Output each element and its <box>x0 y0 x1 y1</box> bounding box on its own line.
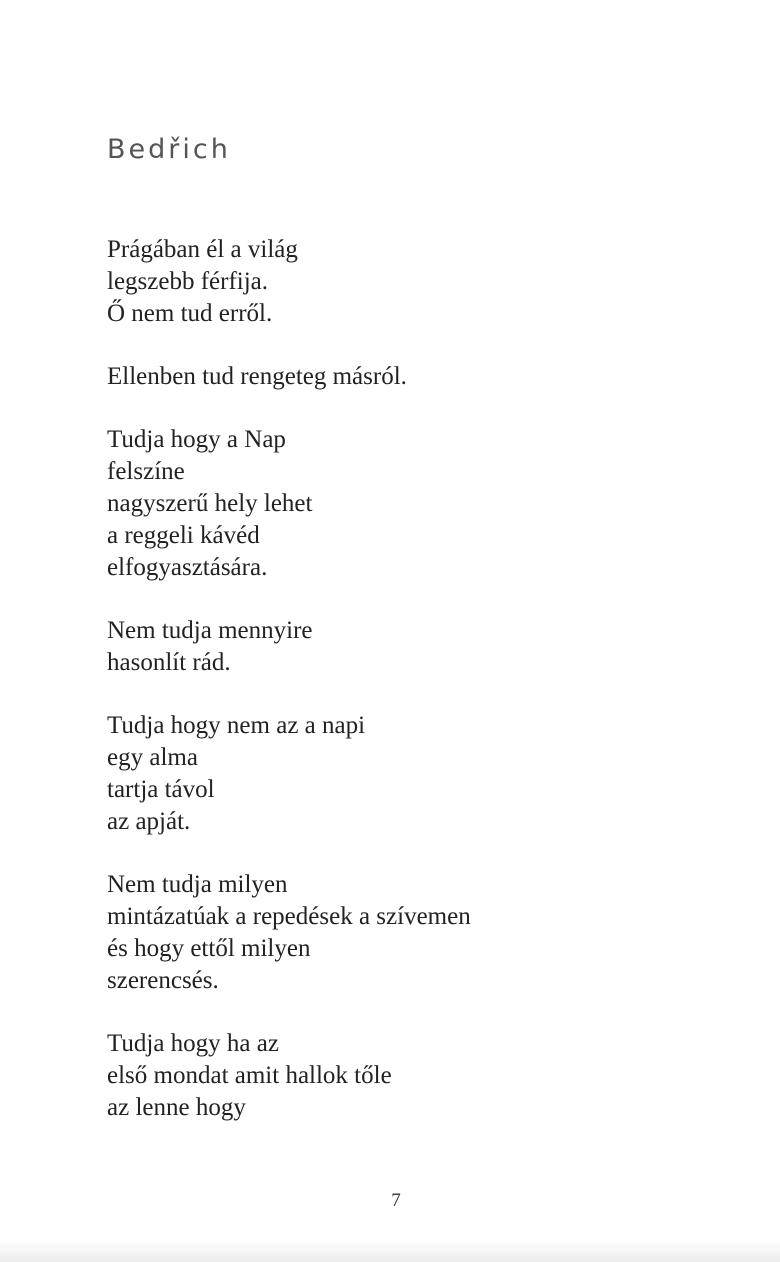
poem-line: és hogy ettől milyen <box>107 935 311 962</box>
poem-line: szerencsés. <box>107 967 219 994</box>
poem-line: Nem tudja mennyire <box>107 617 313 644</box>
poem-line: a reggeli kávéd <box>107 522 260 549</box>
stanza-5 <box>107 710 667 838</box>
poem-line: Ellenben tud rengeteg másról. <box>107 363 407 390</box>
poem-line: hasonlít rád. <box>107 649 231 676</box>
poem-line: első mondat amit hallok tőle <box>107 1062 392 1089</box>
poem-line: nagyszerű hely lehet <box>107 490 313 517</box>
poem-title: Bedřich <box>107 134 231 165</box>
stanza-1 <box>107 234 667 330</box>
poem-line: mintázatúak a repedések a szívemen <box>107 903 471 930</box>
stanza-7 <box>107 1028 667 1124</box>
page-bottom-shadow <box>0 1240 780 1262</box>
stanza-2 <box>107 361 667 393</box>
poem-line: Nem tudja milyen <box>107 871 288 898</box>
poem-line: legszebb férfija. <box>107 268 269 295</box>
poem-line: Prágában él a világ <box>107 236 298 263</box>
stanza-6 <box>107 869 667 997</box>
poem-line: Tudja hogy nem az a napi <box>107 712 366 739</box>
poem-line: elfogyasztására. <box>107 554 268 581</box>
stanza-4 <box>107 615 667 679</box>
page-number: 7 <box>391 1190 401 1211</box>
poem-line: felszíne <box>107 458 185 485</box>
poem-line: Ő nem tud erről. <box>107 300 273 327</box>
poem-line: Tudja hogy ha az <box>107 1030 279 1057</box>
stanza-3 <box>107 424 667 584</box>
poem-line: tartja távol <box>107 776 215 803</box>
poem-body <box>107 234 667 1155</box>
poem-line: az apját. <box>107 808 191 835</box>
poem-line: az lenne hogy <box>107 1094 246 1121</box>
poem-line: egy alma <box>107 744 198 771</box>
poem-line: Tudja hogy a Nap <box>107 426 286 453</box>
